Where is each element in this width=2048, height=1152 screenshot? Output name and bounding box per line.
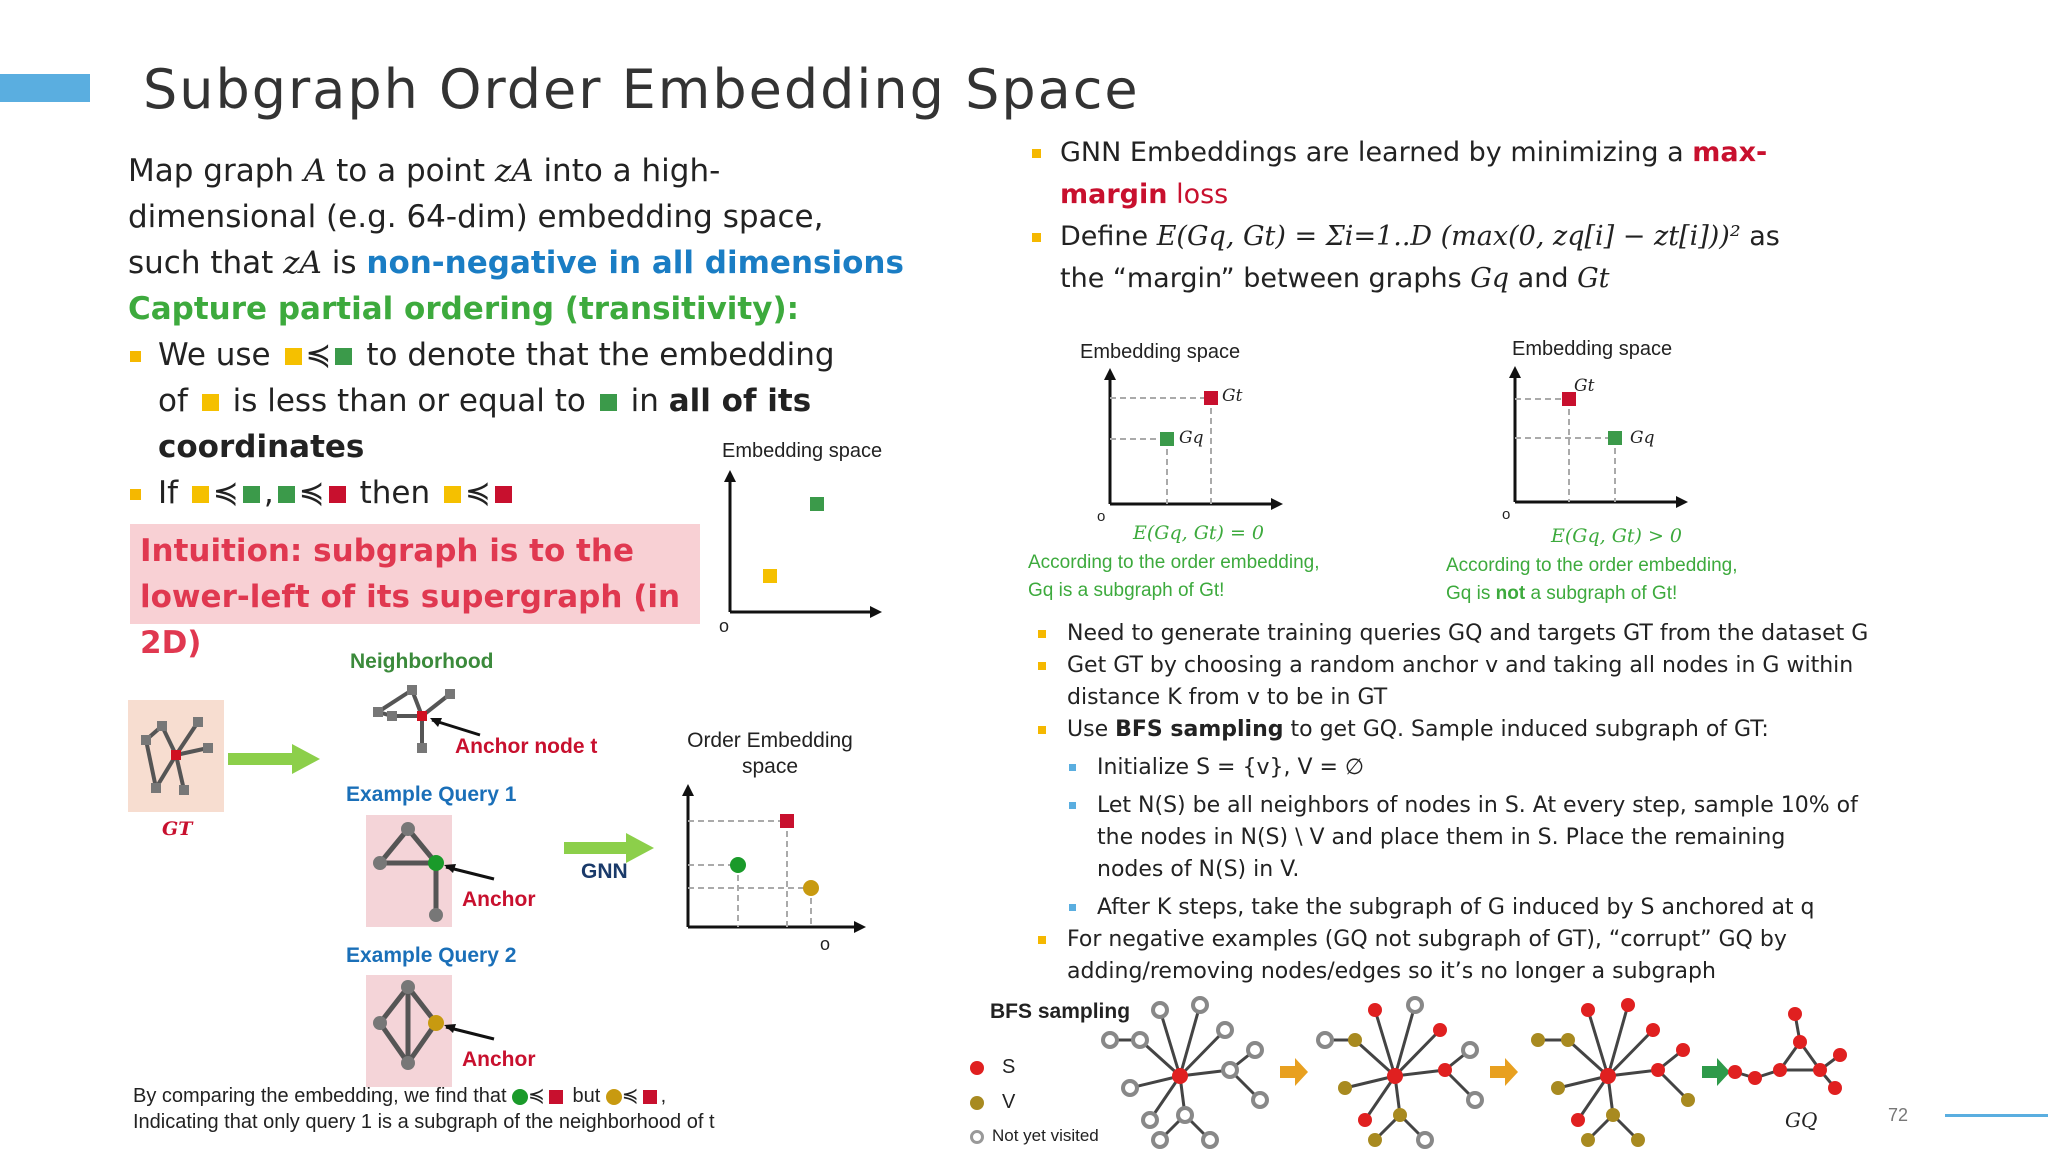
page-line (1945, 1114, 2048, 1117)
red-square-icon (495, 486, 512, 503)
bfs-legend-v: V (970, 1091, 1015, 1114)
arrow-right-icon (228, 744, 320, 774)
neighborhood-label: Neighborhood (350, 650, 494, 673)
green-circle-icon (512, 1089, 528, 1105)
margin-plot-1-gq-label: Gq (1179, 428, 1204, 448)
red-square-icon (329, 486, 346, 503)
red-square-icon (549, 1090, 563, 1104)
olive-dot-icon (970, 1096, 984, 1110)
yellow-circle-icon (606, 1089, 622, 1105)
margin-plot-1-gt-label: Gt (1222, 386, 1243, 406)
lower-bullet-4: For negative examples (GQ not subgraph of GT), “corrupt” GQ by (1035, 924, 2035, 956)
small-plot-x-arrow (870, 606, 882, 618)
gnn-arrow-icon (564, 833, 654, 863)
footer-caption: By comparing the embedding, we find that ≼ but ≼ , Indicating that only query 1 is a subgraph of the neighborhood of t (133, 1085, 715, 1133)
example-query-2-label: Example Query 2 (346, 944, 517, 967)
lower-subbullet-3: After K steps, take the subgraph of G induced by S anchored at q (1035, 892, 2035, 924)
order-plot-red-point (780, 814, 794, 828)
lower-text-block (1035, 618, 2035, 988)
yellow-square-icon (202, 394, 219, 411)
order-plot-green-point (730, 857, 746, 873)
right-bullet-2: Define E(Gq, Gt) = Σi=1..D (max(0, zq[i] − zt[i]))² as (1028, 216, 2028, 258)
small-plot-y-arrow (724, 470, 736, 482)
small-plot-origin: o (719, 616, 730, 636)
margin-plot-2-caption: According to the order embedding, Gq is not a subgraph of Gt! (1446, 555, 1738, 604)
query-1-anchor-label: Anchor (462, 888, 536, 911)
margin-plot-2 (1495, 362, 1700, 522)
lower-bullet-4-cont: adding/removing nodes/edges so it’s no longer a subgraph (1067, 959, 1716, 984)
green-square-icon (335, 348, 352, 365)
right-bullet-2-cont: the “margin” between graphs Gq and Gt (1060, 263, 1610, 294)
left-line-1: Map graph A to a point zA into a high- (128, 153, 721, 189)
margin-plot-2-label: Embedding space (1512, 338, 1673, 360)
gt-graph (128, 700, 224, 812)
small-embedding-plot (700, 465, 900, 640)
bfs-graphs (1090, 990, 1870, 1152)
bfs-legend-s: S (970, 1056, 1015, 1079)
small-plot-green-point (810, 497, 824, 511)
margin-plot-1-eq: E(Gq, Gt) = 0 (1133, 522, 1265, 544)
lower-subbullet-2-cont-2: nodes of N(S) in V. (1097, 857, 1300, 882)
margin-plot-2-origin: o (1502, 506, 1511, 523)
green-square-icon (278, 486, 295, 503)
margin-plot-1-gt-point (1204, 391, 1218, 405)
bfs-gq-label: GQ (1785, 1108, 1818, 1132)
lower-bullet-3: Use BFS sampling to get GQ. Sample induced subgraph of GT: (1035, 714, 2035, 746)
lower-bullet-1: Need to generate training queries GQ and targets GT from the dataset G (1035, 618, 2035, 650)
order-embedding-plot (668, 780, 873, 940)
margin-plot-2-gq-point (1608, 431, 1622, 445)
lower-bullet-2: Get GT by choosing a random anchor v and taking all nodes in G within (1035, 650, 2035, 682)
lower-subbullet-1: Initialize S = {v}, V = ∅ (1035, 752, 2035, 784)
margin-plot-2-gq-label: Gq (1630, 428, 1655, 448)
bfs-title: BFS sampling (990, 1000, 1131, 1023)
query-2-anchor (428, 1015, 444, 1031)
red-dot-icon (970, 1061, 984, 1075)
lower-bullet-2-cont: distance K from v to be in GT (1067, 685, 1388, 710)
lower-subbullet-2: Let N(S) be all neighbors of nodes in S. At every step, sample 10% of (1035, 790, 2035, 822)
small-plot-yellow-point (763, 569, 777, 583)
left-bullet-1: We use ≼ to denote that the embedding (128, 332, 908, 378)
intuition-box: Intuition: subgraph is to the lower-left of its supergraph (in 2D) (130, 524, 700, 624)
green-square-icon (243, 486, 260, 503)
order-plot-yellow-point (803, 880, 819, 896)
yellow-square-icon (285, 348, 302, 365)
lower-subbullet-2-cont-1: the nodes in N(S) \ V and place them in S. Place the remaining (1097, 825, 1786, 850)
bfs-arrow-1 (1280, 1058, 1308, 1086)
margin-plot-2-eq: E(Gq, Gt) > 0 (1551, 525, 1683, 547)
gnn-label: GNN (581, 860, 628, 883)
red-square-icon (643, 1090, 657, 1104)
yellow-square-icon (192, 486, 209, 503)
margin-plot-1-gq-point (1160, 432, 1174, 446)
bfs-legend-not-visited: Not yet visited (970, 1126, 1099, 1146)
order-plot-origin: o (820, 934, 831, 954)
accent-bar (0, 74, 90, 102)
bfs-arrow-2 (1490, 1058, 1518, 1086)
left-bullet-1-end: coordinates (158, 429, 365, 465)
left-line-3: such that zA is non-negative in all dimensions (128, 245, 904, 281)
left-line-4: Capture partial ordering (transitivity): (128, 291, 800, 327)
margin-plot-1-origin: o (1097, 508, 1106, 525)
left-line-2: dimensional (e.g. 64-dim) embedding space, (128, 199, 824, 235)
right-bullet-1: GNN Embeddings are learned by minimizing a max- (1028, 132, 2028, 174)
query-2-anchor-label: Anchor (462, 1048, 536, 1071)
order-space-label: Order Embedding space (687, 729, 853, 778)
query-1-anchor (428, 855, 444, 871)
right-bullet-1-cont: margin loss (1060, 179, 1229, 210)
small-plot-label: Embedding space (722, 440, 883, 462)
margin-plot-1-caption: According to the order embedding, Gq is a subgraph of Gt! (1028, 552, 1320, 601)
example-query-1-label: Example Query 1 (346, 783, 517, 806)
left-bullet-1-cont: of is less than or equal to in all of its (158, 383, 812, 419)
bfs-arrow-3 (1702, 1058, 1730, 1086)
yellow-square-icon (444, 486, 461, 503)
right-text-block (1028, 132, 2028, 300)
gt-label: GT (162, 818, 193, 840)
green-square-icon (600, 394, 617, 411)
margin-plot-2-gt-label: Gt (1574, 376, 1595, 396)
margin-plot-1-label: Embedding space (1080, 341, 1241, 363)
gt-anchor-node (171, 750, 181, 760)
gray-dot-icon (970, 1130, 984, 1144)
left-bullet-2: If ≼ , ≼ then ≼ (128, 470, 908, 516)
slide-title: Subgraph Order Embedding Space (143, 58, 1140, 121)
anchor-node-label: Anchor node t (455, 735, 598, 758)
page-number: 72 (1888, 1105, 1909, 1125)
